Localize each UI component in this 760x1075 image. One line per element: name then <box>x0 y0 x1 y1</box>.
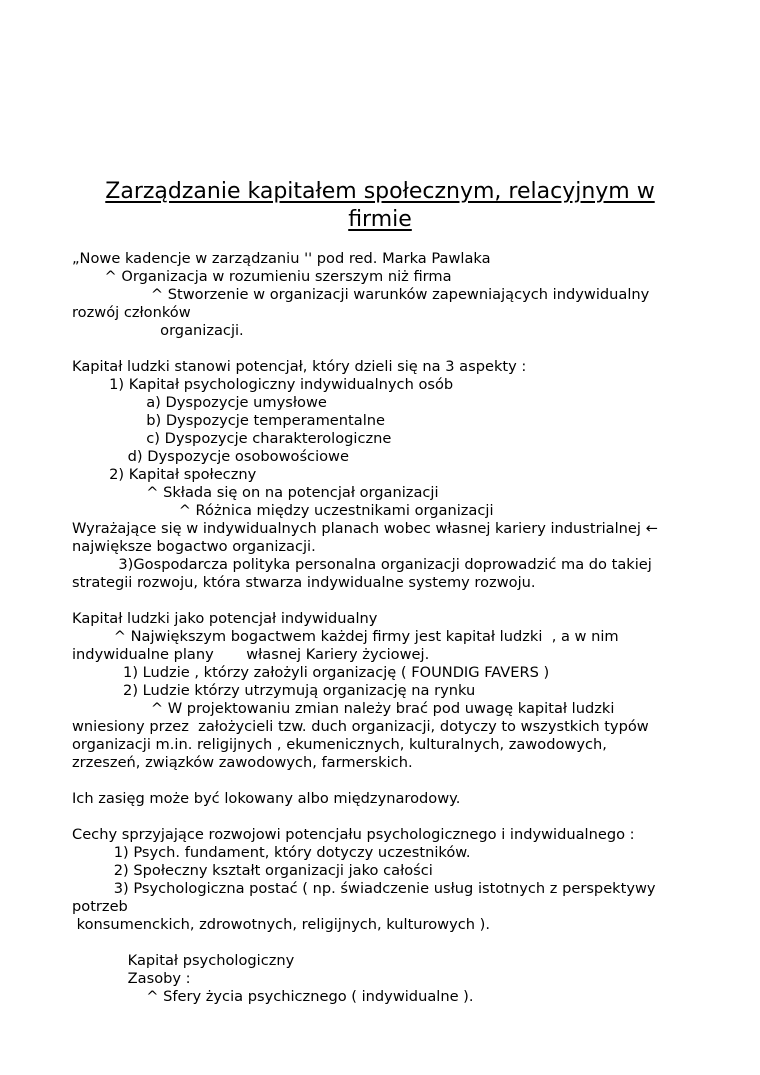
text-line: konsumenckich, zdrowotnych, religijnych, kulturowych ). <box>72 916 490 933</box>
text-line: organizacji. <box>72 322 244 339</box>
text-line: ^ Różnica między uczestnikami organizacji <box>72 502 494 519</box>
text-line: ^ Składa się on na potencjał organizacji <box>72 484 439 501</box>
text-line: 3)Gospodarcza polityka personalna organizacji doprowadzić ma do takiej <box>72 556 652 573</box>
text-line: strategii rozwoju, która stwarza indywidualne systemy rozwoju. <box>72 574 536 591</box>
text-line: zrzeszeń, związków zawodowych, farmerskich. <box>72 754 413 771</box>
text-line: organizacji m.in. religijnych , ekumenicznych, kulturalnych, zawodowych, <box>72 736 607 753</box>
text-line: wniesiony przez założycieli tzw. duch organizacji, dotyczy to wszystkich typów <box>72 718 649 735</box>
document-title <box>72 178 688 234</box>
text-line: 2) Kapitał społeczny <box>72 466 257 483</box>
blank-line <box>72 934 712 952</box>
title-line-1: Zarządzanie kapitałem społecznym, relacyjnym w <box>105 179 655 204</box>
text-line: 1) Kapitał psychologiczny indywidualnych osób <box>72 376 454 393</box>
text-line: c) Dyspozycje charakterologiczne <box>72 430 392 447</box>
text-line: 1) Psych. fundament, który dotyczy uczestników. <box>72 844 471 861</box>
text-line: rozwój członków <box>72 304 191 321</box>
text-line: największe bogactwo organizacji. <box>72 538 316 555</box>
text-line: Ich zasięg może być lokowany albo międzynarodowy. <box>72 790 461 807</box>
text-line: a) Dyspozycje umysłowe <box>72 394 327 411</box>
text-line: Wyrażające się w indywidualnych planach wobec własnej kariery industrialnej ← <box>72 520 658 537</box>
blank-line <box>72 808 712 826</box>
document-body <box>72 250 712 1006</box>
text-line: Kapitał ludzki stanowi potencjał, który dzieli się na 3 aspekty : <box>72 358 527 375</box>
text-line: 2) Społeczny kształt organizacji jako całości <box>72 862 433 879</box>
text-line: 3) Psychologiczna postać ( np. świadczenie usług istotnych z perspektywy <box>72 880 656 897</box>
text-line: potrzeb <box>72 898 128 915</box>
text-line: ^ W projektowaniu zmian należy brać pod uwagę kapitał ludzki <box>72 700 615 717</box>
text-line: d) Dyspozycje osobowościowe <box>72 448 349 465</box>
text-line: 1) Ludzie , którzy założyli organizację ( FOUNDIG FAVERS ) <box>72 664 550 681</box>
text-line: ^ Sfery życia psychicznego ( indywidualne ). <box>72 988 474 1005</box>
text-line: ^ Stworzenie w organizacji warunków zapewniających indywidualny <box>72 286 650 303</box>
text-line: ^ Największym bogactwem każdej firmy jest kapitał ludzki , a w nim <box>72 628 619 645</box>
text-line: ^ Organizacja w rozumieniu szerszym niż firma <box>72 268 452 285</box>
text-line: Kapitał psychologiczny <box>72 952 295 969</box>
blank-line <box>72 592 712 610</box>
title-line-2: firmie <box>348 207 412 232</box>
text-line: b) Dyspozycje temperamentalne <box>72 412 385 429</box>
text-line: Kapitał ludzki jako potencjał indywidualny <box>72 610 378 627</box>
blank-line <box>72 340 712 358</box>
blank-line <box>72 772 712 790</box>
text-line: Cechy sprzyjające rozwojowi potencjału psychologicznego i indywidualnego : <box>72 826 635 843</box>
text-line: 2) Ludzie którzy utrzymują organizację na rynku <box>72 682 476 699</box>
text-line: „Nowe kadencje w zarządzaniu '' pod red. Marka Pawlaka <box>72 250 491 267</box>
text-line: Zasoby : <box>72 970 191 987</box>
text-line: indywidualne plany własnej Kariery życiowej. <box>72 646 430 663</box>
